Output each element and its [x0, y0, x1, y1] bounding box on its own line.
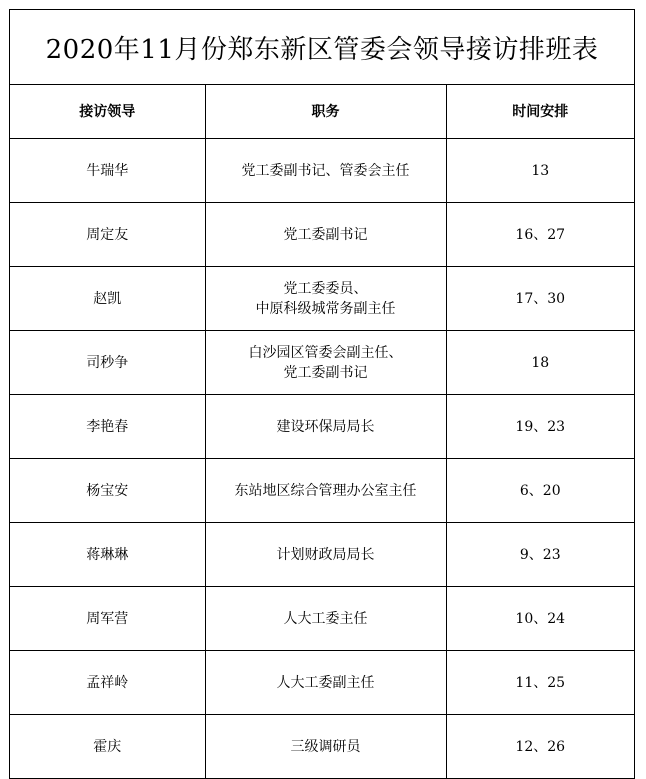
table-row: [10, 715, 634, 779]
schedule-days: 9、23: [446, 523, 634, 587]
schedule-table: [10, 85, 634, 778]
header-row: [10, 85, 634, 139]
schedule-days: 13: [446, 139, 634, 203]
position-line: 党工委副书记: [283, 364, 368, 381]
leader-name: 李艳春: [10, 395, 205, 459]
position-line: 人大工委主任: [283, 610, 368, 627]
table-row: [10, 331, 634, 395]
table-row: [10, 587, 634, 651]
leader-position: [205, 267, 446, 331]
table-row: [10, 267, 634, 331]
position-line: 人大工委副主任: [276, 674, 375, 691]
document-title: 2020年11月份郑东新区管委会领导接访排班表: [10, 10, 634, 85]
schedule-days: 16、27: [446, 203, 634, 267]
leader-name: 蒋琳琳: [10, 523, 205, 587]
position-line: 东站地区综合管理办公室主任: [234, 482, 417, 499]
schedule-sheet: [9, 9, 635, 779]
leader-position: [205, 587, 446, 651]
schedule-days: 11、25: [446, 651, 634, 715]
header-position: 职务: [205, 85, 446, 139]
position-line: 党工委副书记: [283, 226, 368, 243]
leader-position: [205, 139, 446, 203]
position-line: 白沙园区管委会副主任、: [248, 344, 403, 361]
schedule-days: 6、20: [446, 459, 634, 523]
leader-name: 周定友: [10, 203, 205, 267]
leader-position: [205, 523, 446, 587]
header-schedule: 时间安排: [446, 85, 634, 139]
leader-name: 牛瑞华: [10, 139, 205, 203]
position-line: 三级调研员: [290, 738, 361, 755]
table-row: [10, 395, 634, 459]
table-row: [10, 139, 634, 203]
leader-name: 霍庆: [10, 715, 205, 779]
table-row: [10, 459, 634, 523]
position-line: 建设环保局局长: [276, 418, 375, 435]
leader-name: 孟祥岭: [10, 651, 205, 715]
schedule-days: 19、23: [446, 395, 634, 459]
leader-name: 杨宝安: [10, 459, 205, 523]
position-line: 计划财政局局长: [276, 546, 375, 563]
table-row: [10, 651, 634, 715]
table-row: [10, 203, 634, 267]
leader-name: 司秒争: [10, 331, 205, 395]
position-line: 中原科级城常务副主任: [255, 300, 396, 317]
position-line: 党工委委员、: [283, 280, 368, 297]
leader-position: [205, 651, 446, 715]
leader-position: [205, 203, 446, 267]
leader-position: [205, 459, 446, 523]
schedule-days: 10、24: [446, 587, 634, 651]
leader-position: [205, 715, 446, 779]
leader-position: [205, 395, 446, 459]
schedule-days: 12、26: [446, 715, 634, 779]
leader-position: [205, 331, 446, 395]
header-leader: 接访领导: [79, 103, 136, 120]
schedule-days: 18: [446, 331, 634, 395]
position-line: 党工委副书记、管委会主任: [241, 162, 410, 179]
leader-name: 周军营: [10, 587, 205, 651]
table-row: [10, 523, 634, 587]
leader-name: 赵凯: [10, 267, 205, 331]
schedule-days: 17、30: [446, 267, 634, 331]
